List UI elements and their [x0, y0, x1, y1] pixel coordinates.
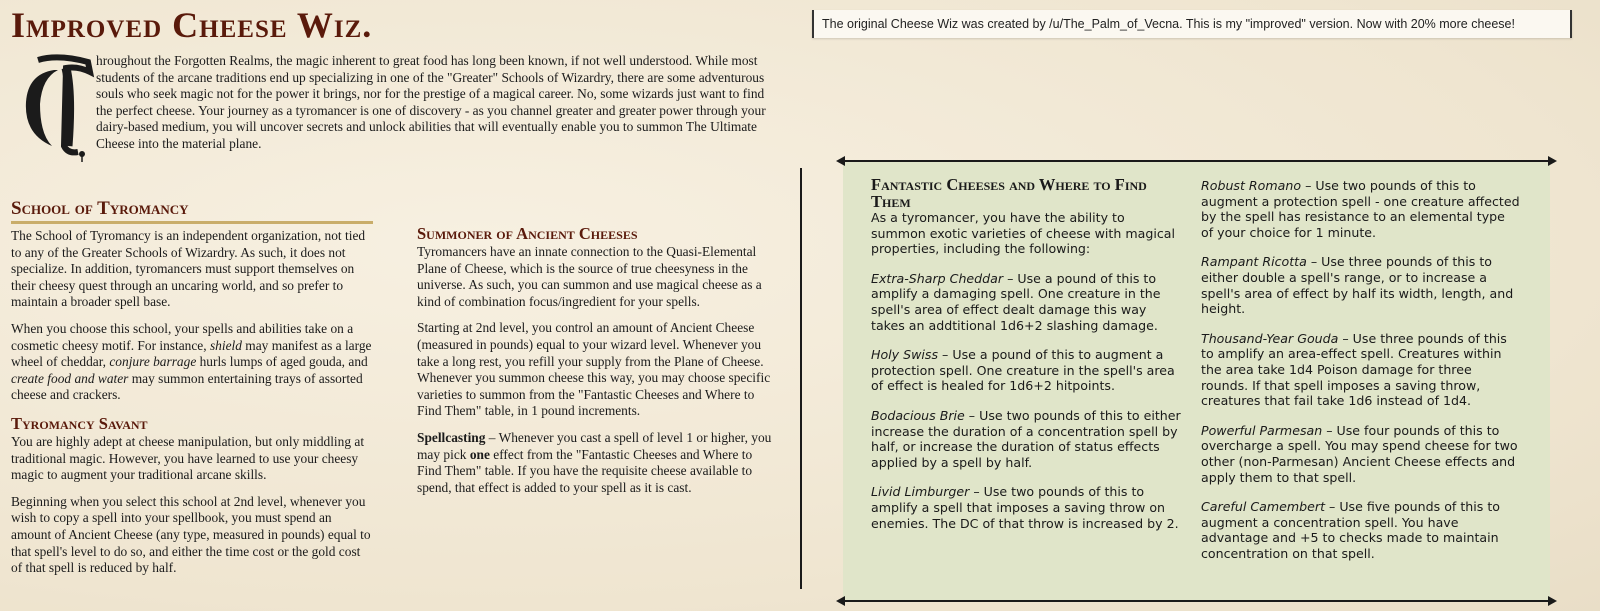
- panel-arrow-right-icon: [1548, 156, 1557, 166]
- intro-paragraph: hroughout the Forgotten Realms, the magic inherent to great food has long been known, if not well understood. While most students of the arcane traditions end up specializing in one of the "Greater" Schools of Wizardry, there are some adventurous souls who seek magic not for the power it brings, nor for the prestige of a magical career. No, some wizards just want to find the perfect cheese. Your journey as a tyromancer is one of discovery - as you channel greater and greater power through your dairy-based medium, you will uncover secrets and unlock abilities that will eventually enable you to summon The Ultimate Cheese into the material plane.: [96, 53, 766, 151]
- cheese-effect: – Use a pound of this to augment a protection spell. One creature in the spell's area of effect is healed for 1d6+2 hitpoints.: [871, 347, 1175, 394]
- cheese-item: [1201, 178, 1521, 240]
- school-section: [11, 228, 373, 577]
- panel-arrow-bottom-left-icon: [836, 596, 845, 606]
- cheese-item: [1201, 499, 1521, 561]
- cheese-effect: – Use three pounds of this to amplify an area-effect spell. Creatures within the area take 1d4 Poison damage for three rounds. If that spell imposes a saving throw, creatures that fail take 1d6 instead of 1d4.: [1201, 330, 1507, 409]
- cheese-name: Thousand-Year Gouda: [1201, 330, 1339, 346]
- dropcap-text: T: [57, 107, 62, 116]
- cheese-name: Robust Romano: [1201, 178, 1302, 193]
- cheese-item: [1201, 331, 1521, 409]
- cheese-item: [871, 271, 1181, 333]
- cheese-effect: – Use five pounds of this to augment a concentration spell. You have advantage and +5 to checks made to maintain concentration on that spell.: [1201, 499, 1500, 561]
- cheese-effect: – Use a pound of this to amplify a damaging spell. One creature in the spell's area of effect dealt damage this way takes an addtitional 1d6+2 slashing damage.: [871, 270, 1161, 333]
- panel-right-column: [1201, 178, 1521, 561]
- school-paragraph-1: The School of Tyromancy is an independent organization, not tied to any of the Greater Schools of Wizardry. As such, it does not specialize. In addition, tyromancers must support themselves on their cheesy quest through an uncaring world, and so prefer to maintain a broader spell base.: [11, 228, 366, 310]
- panel-arrow-left-icon: [836, 156, 845, 166]
- cheese-effect: – Use four pounds of this to overcharge a spell. You may spend cheese for two other (non-Parmesan) Ancient Cheese effects and apply them to that spell.: [1201, 422, 1518, 485]
- spellcasting-paragraph: Spellcasting – Whenever you cast a spell of level 1 or higher, you may pick one effect from the "Fantastic Cheeses and Where to Find Them" table. If you have the requisite cheese available to spend, that effect is added to your spell as it is cast.: [417, 429, 772, 495]
- cheese-effect: – Use three pounds of this to either double a spell's range, or to increase a spell's area of effect by half its width, length, and height.: [1201, 254, 1514, 317]
- summoner-section: [417, 224, 777, 496]
- note-banner: The original Cheese Wiz was created by /u/The_Palm_of_Vecna. This is my "improved" version. Now with 20% more cheese!: [812, 10, 1572, 38]
- cheese-table-panel: [843, 160, 1550, 602]
- cheese-name: Careful Camembert: [1201, 499, 1326, 515]
- cheese-name: Livid Limburger: [871, 484, 970, 500]
- savant-paragraph-2: Beginning when you select this school at 2nd level, whenever you wish to copy a spell into your spellbook, you must spend an amount of Ancient Cheese (any type, measured in pounds) equal to that spell's level to do so, and either the time cost or the gold cost of that spell is reduced by half.: [11, 493, 371, 576]
- cheese-effect: – Use two pounds of this to augment a protection spell - one creature affected by the spell has resistance to an elemental type of your choice for 1 minute.: [1201, 178, 1520, 240]
- panel-heading: Fantastic Cheeses and Where to Find Them: [871, 175, 1147, 211]
- cheese-name: Holy Swiss: [871, 347, 939, 363]
- column-divider: [800, 168, 802, 589]
- school-paragraph-2: When you choose this school, your spells and abilities take on a cosmetic cheesy motif. For instance, shield may manifest as a large wheel of cheddar, conjure barrage hurls lumps of aged gouda, and create food and water may summon entertaining trays of assorted cheese and crackers.: [11, 320, 372, 403]
- summoner-paragraph-1: Tyromancers have an innate connection to the Quasi-Elemental Plane of Cheese, which is the source of true cheesyness in the universe. As such, you can summon and use magical cheese as a kind of combination focus/ingredient for your spells.: [417, 244, 762, 309]
- panel-left-column: [871, 176, 1181, 531]
- savant-heading: Tyromancy Savant: [11, 413, 148, 433]
- cheese-name: Extra-Sharp Cheddar: [871, 270, 1004, 286]
- cheese-item: [871, 408, 1181, 470]
- page-title: Improved Cheese Wiz.: [11, 5, 373, 45]
- cheese-item: [1201, 254, 1521, 316]
- heading-rule: [11, 221, 373, 224]
- cheese-name: Bodacious Brie: [871, 407, 965, 423]
- cheese-name: Powerful Parmesan: [1201, 422, 1323, 438]
- school-heading: School of Tyromancy: [11, 198, 189, 219]
- cheese-effect: – Use two pounds of this to amplify a spell that imposes a saving throw on enemies. The DC of that throw is increased by 2.: [871, 484, 1179, 531]
- panel-intro: As a tyromancer, you have the ability to summon exotic varieties of cheese with magical properties, including the following:: [871, 210, 1175, 257]
- cheese-item: [1201, 423, 1521, 485]
- cheese-item: [871, 484, 1181, 531]
- dropcap-letter-icon: [18, 54, 96, 164]
- cheese-effect: – Use two pounds of this to either increase the duration of a concentration spell by half, or increase the duration of status effects applied by a spell by half.: [871, 407, 1181, 470]
- summoner-paragraph-2: Starting at 2nd level, you control an amount of Ancient Cheese (measured in pounds) equal to your wizard level. Whenever you take a long rest, you refill your supply from the Plane of Cheese. Whenever you summon cheese this way, you may choose specific varieties to summon from the "Fantastic Cheeses and Where to Find Them" table, in 1 pound increments.: [417, 320, 771, 419]
- summoner-heading: Summoner of Ancient Cheeses: [417, 224, 638, 243]
- panel-arrow-bottom-right-icon: [1548, 596, 1557, 606]
- cheese-name: Rampant Ricotta: [1201, 254, 1307, 270]
- savant-paragraph-1: You are highly adept at cheese manipulation, but only middling at traditional magic. However, you have learned to use your cheesy magic to augment your traditional arcane skills.: [11, 433, 365, 483]
- cheese-item: [871, 347, 1181, 394]
